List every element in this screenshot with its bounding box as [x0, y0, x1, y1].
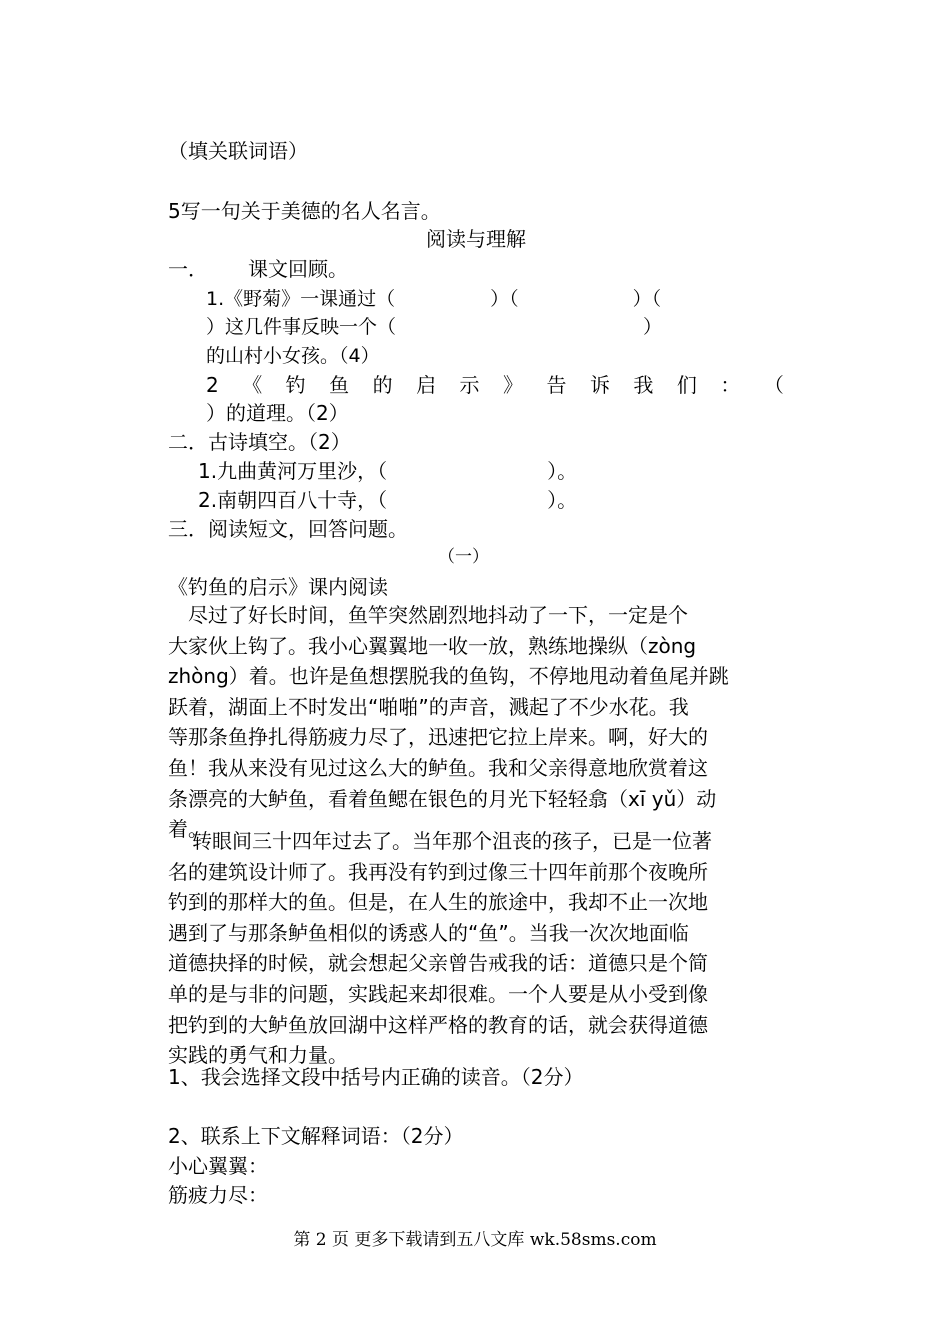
char: 示	[459, 373, 480, 397]
char: 》	[503, 373, 524, 397]
part3-heading: 三．阅读短文，回答问题。	[168, 517, 408, 541]
passage-line: 把钓到的大鲈鱼放回湖中这样严格的教育的话，就会获得道德	[168, 1012, 708, 1037]
char: 我	[633, 373, 654, 397]
passage-line: 名的建筑设计师了。我再没有钓到过像三十四年前那个夜晚所	[168, 859, 708, 884]
connectives-instruction: （填关联词语）	[168, 139, 308, 163]
char: 钓	[285, 373, 306, 397]
char: 鱼	[329, 373, 350, 397]
poem-line-2: 2.南朝四百八十寺，（ ）。	[198, 488, 578, 512]
passage-line: 鱼！我从来没有见过这么大的鲈鱼。我和父亲得意地欣赏着这	[168, 755, 708, 780]
page-footer: 第 2 页 更多下载请到五八文库 wk.58sms.com	[293, 1230, 657, 1250]
part1-item1-line2: ）这几件事反映一个（ ）	[206, 316, 663, 338]
part1-item2-line2: ）的道理。（2）	[206, 401, 349, 425]
char: （	[763, 373, 784, 397]
term-1: 小心翼翼：	[168, 1154, 268, 1178]
passage-line: 条漂亮的大鲈鱼，看着鱼鳃在银色的月光下轻轻翕（xī yǔ）动	[168, 786, 717, 811]
char: 启	[416, 373, 437, 397]
passage-line: 道德抉择的时候，就会想起父亲曾告戒我的话：道德只是个简	[168, 951, 708, 976]
passage-paragraph-2	[168, 826, 784, 1071]
passage-title: 《钓鱼的启示》课内阅读	[168, 575, 388, 599]
passage-line: 实践的勇气和力量。	[168, 1043, 348, 1068]
part1-item1-line3: 的山村小女孩。（4）	[206, 345, 380, 367]
part1-title: 课文回顾。	[248, 257, 348, 281]
term-2: 筋疲力尽：	[168, 1183, 268, 1207]
question-2: 2、联系上下文解释词语：（2分）	[168, 1124, 464, 1148]
part1-item1-line1: 1.《野菊》一课通过（ ）（ ）（	[206, 288, 662, 310]
part3-subheading: （一）	[438, 547, 489, 567]
char: 诉	[589, 373, 610, 397]
passage-paragraph-1	[168, 600, 784, 845]
passage-line: 尽过了好长时间，鱼竿突然剧烈地抖动了一下，一定是个	[168, 603, 688, 627]
part1-item2-line1	[206, 370, 784, 400]
passage-line: 转眼间三十四年过去了。当年那个沮丧的孩子，已是一位著	[192, 829, 712, 853]
passage-line: zhòng）着。也许是鱼想摆脱我的鱼钩，不停地甩动着鱼尾并跳	[168, 664, 729, 689]
passage-line: 钓到的那样大的鱼。但是，在人生的旅途中，我却不止一次地	[168, 890, 708, 915]
question-5: 5写一句关于美德的名人名言。	[168, 199, 441, 223]
passage-line: 跃着，湖面上不时发出“啪啪”的声音，溅起了不少水花。我	[168, 694, 689, 719]
char: 们	[676, 373, 697, 397]
char: 2	[206, 373, 219, 397]
char: 《	[242, 373, 263, 397]
part1-number: 一．	[168, 257, 208, 281]
char: 的	[372, 373, 393, 397]
passage-line: 等那条鱼挣扎得筋疲力尽了，迅速把它拉上岸来。啊，好大的	[168, 725, 708, 750]
question-1: 1、我会选择文段中括号内正确的读音。（2分）	[168, 1065, 584, 1089]
char: ：	[720, 373, 741, 397]
poem-line-1: 1.九曲黄河万里沙，（ ）。	[198, 459, 578, 483]
section-title: 阅读与理解	[426, 227, 526, 251]
passage-line: 着。	[168, 817, 208, 842]
part2-heading: 二．古诗填空。（2）	[168, 430, 351, 454]
passage-line: 遇到了与那条鲈鱼相似的诱惑人的“鱼”。当我一次次地面临	[168, 920, 689, 945]
part1-heading	[168, 254, 784, 284]
passage-line: 单的是与非的问题，实践起来却很难。一个人要是从小受到像	[168, 981, 708, 1006]
char: 告	[546, 373, 567, 397]
passage-line: 大家伙上钩了。我小心翼翼地一收一放，熟练地操纵（zòng	[168, 633, 697, 658]
